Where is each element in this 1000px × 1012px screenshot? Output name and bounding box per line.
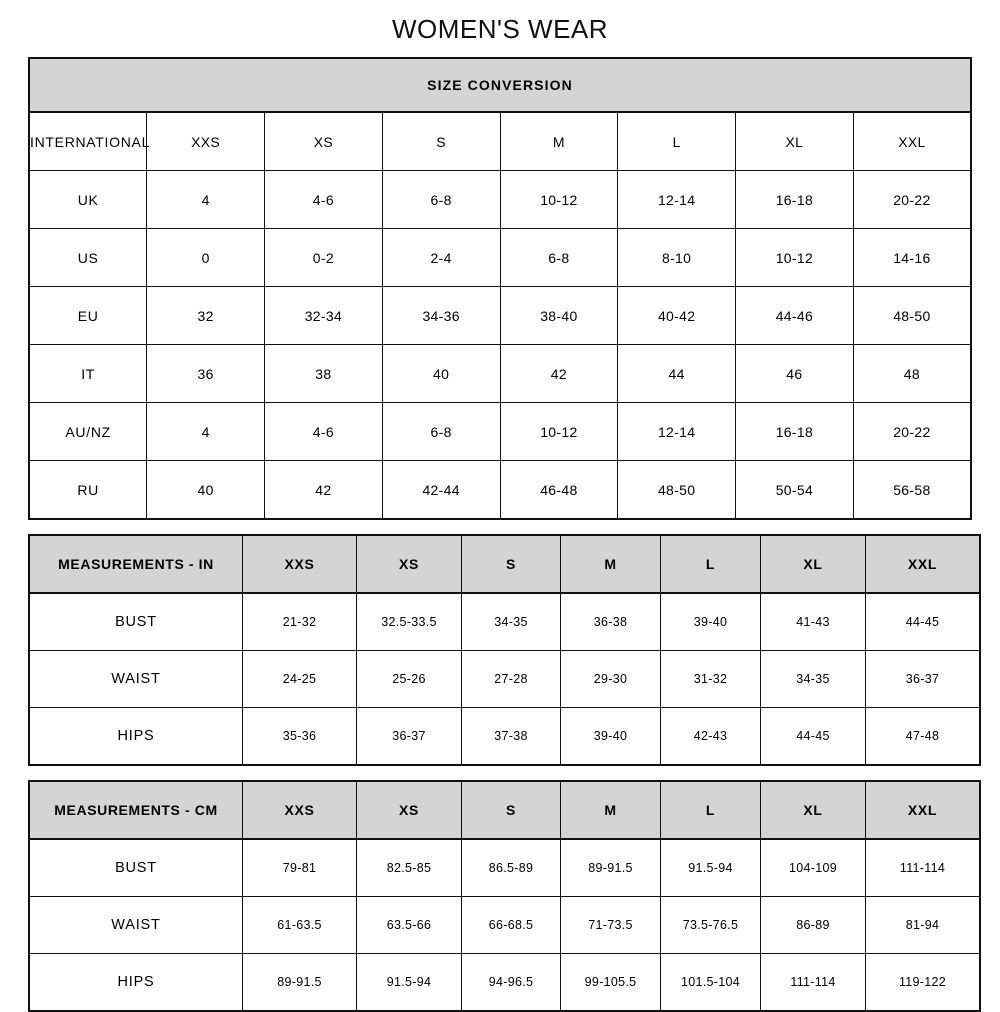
cell-bust-xxl: 44-45 [866,593,981,651]
cell-hips-m: 39-40 [561,708,661,766]
header-cell-international: INTERNATIONAL [29,112,147,171]
cell-eu-xxs: 32 [147,287,265,345]
cell-it-xs: 38 [265,345,383,403]
size-conversion-table [28,57,972,520]
cell-uk-xxl: 20-22 [853,171,971,229]
cell-waist-xxl: 36-37 [866,651,981,708]
header-cell-m: M [500,112,618,171]
header-cell-xl: XL [761,535,866,593]
table-row [29,897,980,954]
cell-us-xs: 0-2 [265,229,383,287]
table-row [29,461,971,520]
row-label-it: IT [29,345,147,403]
cell-hips-xl: 111-114 [761,954,866,1012]
cell-bust-l: 39-40 [661,593,761,651]
cell-bust-s: 34-35 [462,593,561,651]
header-cell-s: S [462,781,561,839]
cell-waist-xs: 63.5-66 [357,897,462,954]
cell-us-xxl: 14-16 [853,229,971,287]
cell-aunz-l: 12-14 [618,403,736,461]
row-label-waist: WAIST [29,651,243,708]
cell-aunz-xl: 16-18 [736,403,854,461]
cell-hips-xs: 36-37 [357,708,462,766]
cell-bust-m: 89-91.5 [561,839,661,897]
cell-it-xl: 46 [736,345,854,403]
table-row [29,171,971,229]
row-label-ru: RU [29,461,147,520]
row-label-aunz: AU/NZ [29,403,147,461]
row-label-hips: HIPS [29,708,243,766]
header-cell-m: M [561,535,661,593]
cell-us-l: 8-10 [618,229,736,287]
cell-waist-m: 71-73.5 [561,897,661,954]
cell-waist-xxl: 81-94 [866,897,981,954]
cell-waist-m: 29-30 [561,651,661,708]
table-row [29,229,971,287]
cell-bust-m: 36-38 [561,593,661,651]
cell-hips-xxl: 47-48 [866,708,981,766]
cell-waist-xs: 25-26 [357,651,462,708]
row-label-bust: BUST [29,593,243,651]
header-cell-s: S [382,112,500,171]
cell-uk-xl: 16-18 [736,171,854,229]
header-cell-xxs: XXS [147,112,265,171]
cell-aunz-s: 6-8 [382,403,500,461]
cell-ru-m: 46-48 [500,461,618,520]
header-cell-l: L [618,112,736,171]
cell-uk-l: 12-14 [618,171,736,229]
cell-us-xxs: 0 [147,229,265,287]
cell-aunz-m: 10-12 [500,403,618,461]
cell-hips-xxl: 119-122 [866,954,981,1012]
cell-it-m: 42 [500,345,618,403]
cell-us-xl: 10-12 [736,229,854,287]
header-cell-xxl: XXL [866,535,981,593]
cell-us-m: 6-8 [500,229,618,287]
cell-it-xxs: 36 [147,345,265,403]
cell-bust-xl: 41-43 [761,593,866,651]
cell-hips-xl: 44-45 [761,708,866,766]
header-cell-m: M [561,781,661,839]
cell-waist-l: 73.5-76.5 [661,897,761,954]
table-row-header [29,112,971,171]
table-row [29,839,980,897]
header-cell-xxl: XXL [866,781,981,839]
cell-hips-l: 42-43 [661,708,761,766]
table-row-header [29,781,980,839]
cell-waist-xxs: 61-63.5 [243,897,357,954]
cell-aunz-xxs: 4 [147,403,265,461]
table-row [29,287,971,345]
header-cell-l: L [661,535,761,593]
table-row [29,708,980,766]
cell-us-s: 2-4 [382,229,500,287]
cell-hips-xxs: 35-36 [243,708,357,766]
cell-ru-s: 42-44 [382,461,500,520]
header-cell-xxs: XXS [243,535,357,593]
header-cell-xxs: XXS [243,781,357,839]
cell-eu-s: 34-36 [382,287,500,345]
cell-uk-s: 6-8 [382,171,500,229]
table-row [29,593,980,651]
cell-uk-m: 10-12 [500,171,618,229]
cell-hips-s: 37-38 [462,708,561,766]
cell-eu-l: 40-42 [618,287,736,345]
cell-eu-xs: 32-34 [265,287,383,345]
header-cell-measurements-cm: MEASUREMENTS - CM [29,781,243,839]
cell-uk-xs: 4-6 [265,171,383,229]
cell-bust-xxs: 21-32 [243,593,357,651]
cell-waist-xl: 34-35 [761,651,866,708]
cell-bust-xxl: 111-114 [866,839,981,897]
cell-uk-xxs: 4 [147,171,265,229]
row-label-bust: BUST [29,839,243,897]
cell-it-s: 40 [382,345,500,403]
cell-bust-xxs: 79-81 [243,839,357,897]
header-cell-l: L [661,781,761,839]
table-row [29,954,980,1012]
section-gap [0,520,1000,534]
cell-hips-s: 94-96.5 [462,954,561,1012]
cell-bust-xs: 32.5-33.5 [357,593,462,651]
header-cell-xl: XL [761,781,866,839]
row-label-hips: HIPS [29,954,243,1012]
measurements-in-section [28,534,972,766]
cell-ru-xxl: 56-58 [853,461,971,520]
header-cell-xs: XS [357,535,462,593]
size-conversion-section [28,57,972,520]
cell-ru-xl: 50-54 [736,461,854,520]
cell-aunz-xxl: 20-22 [853,403,971,461]
header-cell-measurements-in: MEASUREMENTS - IN [29,535,243,593]
cell-bust-xl: 104-109 [761,839,866,897]
row-label-waist: WAIST [29,897,243,954]
cell-hips-xs: 91.5-94 [357,954,462,1012]
section-gap [0,766,1000,780]
table-row [29,345,971,403]
header-cell-s: S [462,535,561,593]
cell-hips-m: 99-105.5 [561,954,661,1012]
header-cell-xxl: XXL [853,112,971,171]
cell-waist-xl: 86-89 [761,897,866,954]
row-label-uk: UK [29,171,147,229]
cell-ru-xs: 42 [265,461,383,520]
cell-bust-l: 91.5-94 [661,839,761,897]
cell-it-xxl: 48 [853,345,971,403]
cell-eu-xl: 44-46 [736,287,854,345]
cell-waist-s: 66-68.5 [462,897,561,954]
table-row-header [29,535,980,593]
cell-waist-xxs: 24-25 [243,651,357,708]
row-label-us: US [29,229,147,287]
cell-eu-xxl: 48-50 [853,287,971,345]
measurements-cm-table [28,780,981,1012]
table-row [29,651,980,708]
header-cell-xs: XS [357,781,462,839]
header-cell-xs: XS [265,112,383,171]
cell-eu-m: 38-40 [500,287,618,345]
header-cell-xl: XL [736,112,854,171]
page-title: WOMEN'S WEAR [391,14,609,44]
cell-bust-xs: 82.5-85 [357,839,462,897]
cell-aunz-xs: 4-6 [265,403,383,461]
cell-hips-l: 101.5-104 [661,954,761,1012]
table-row [29,403,971,461]
cell-hips-xxs: 89-91.5 [243,954,357,1012]
size-conversion-banner: SIZE CONVERSION [29,58,971,112]
row-label-eu: EU [29,287,147,345]
cell-it-l: 44 [618,345,736,403]
cell-waist-s: 27-28 [462,651,561,708]
cell-ru-l: 48-50 [618,461,736,520]
cell-ru-xxs: 40 [147,461,265,520]
cell-waist-l: 31-32 [661,651,761,708]
measurements-cm-section [28,780,972,1012]
cell-bust-s: 86.5-89 [462,839,561,897]
measurements-in-table [28,534,981,766]
